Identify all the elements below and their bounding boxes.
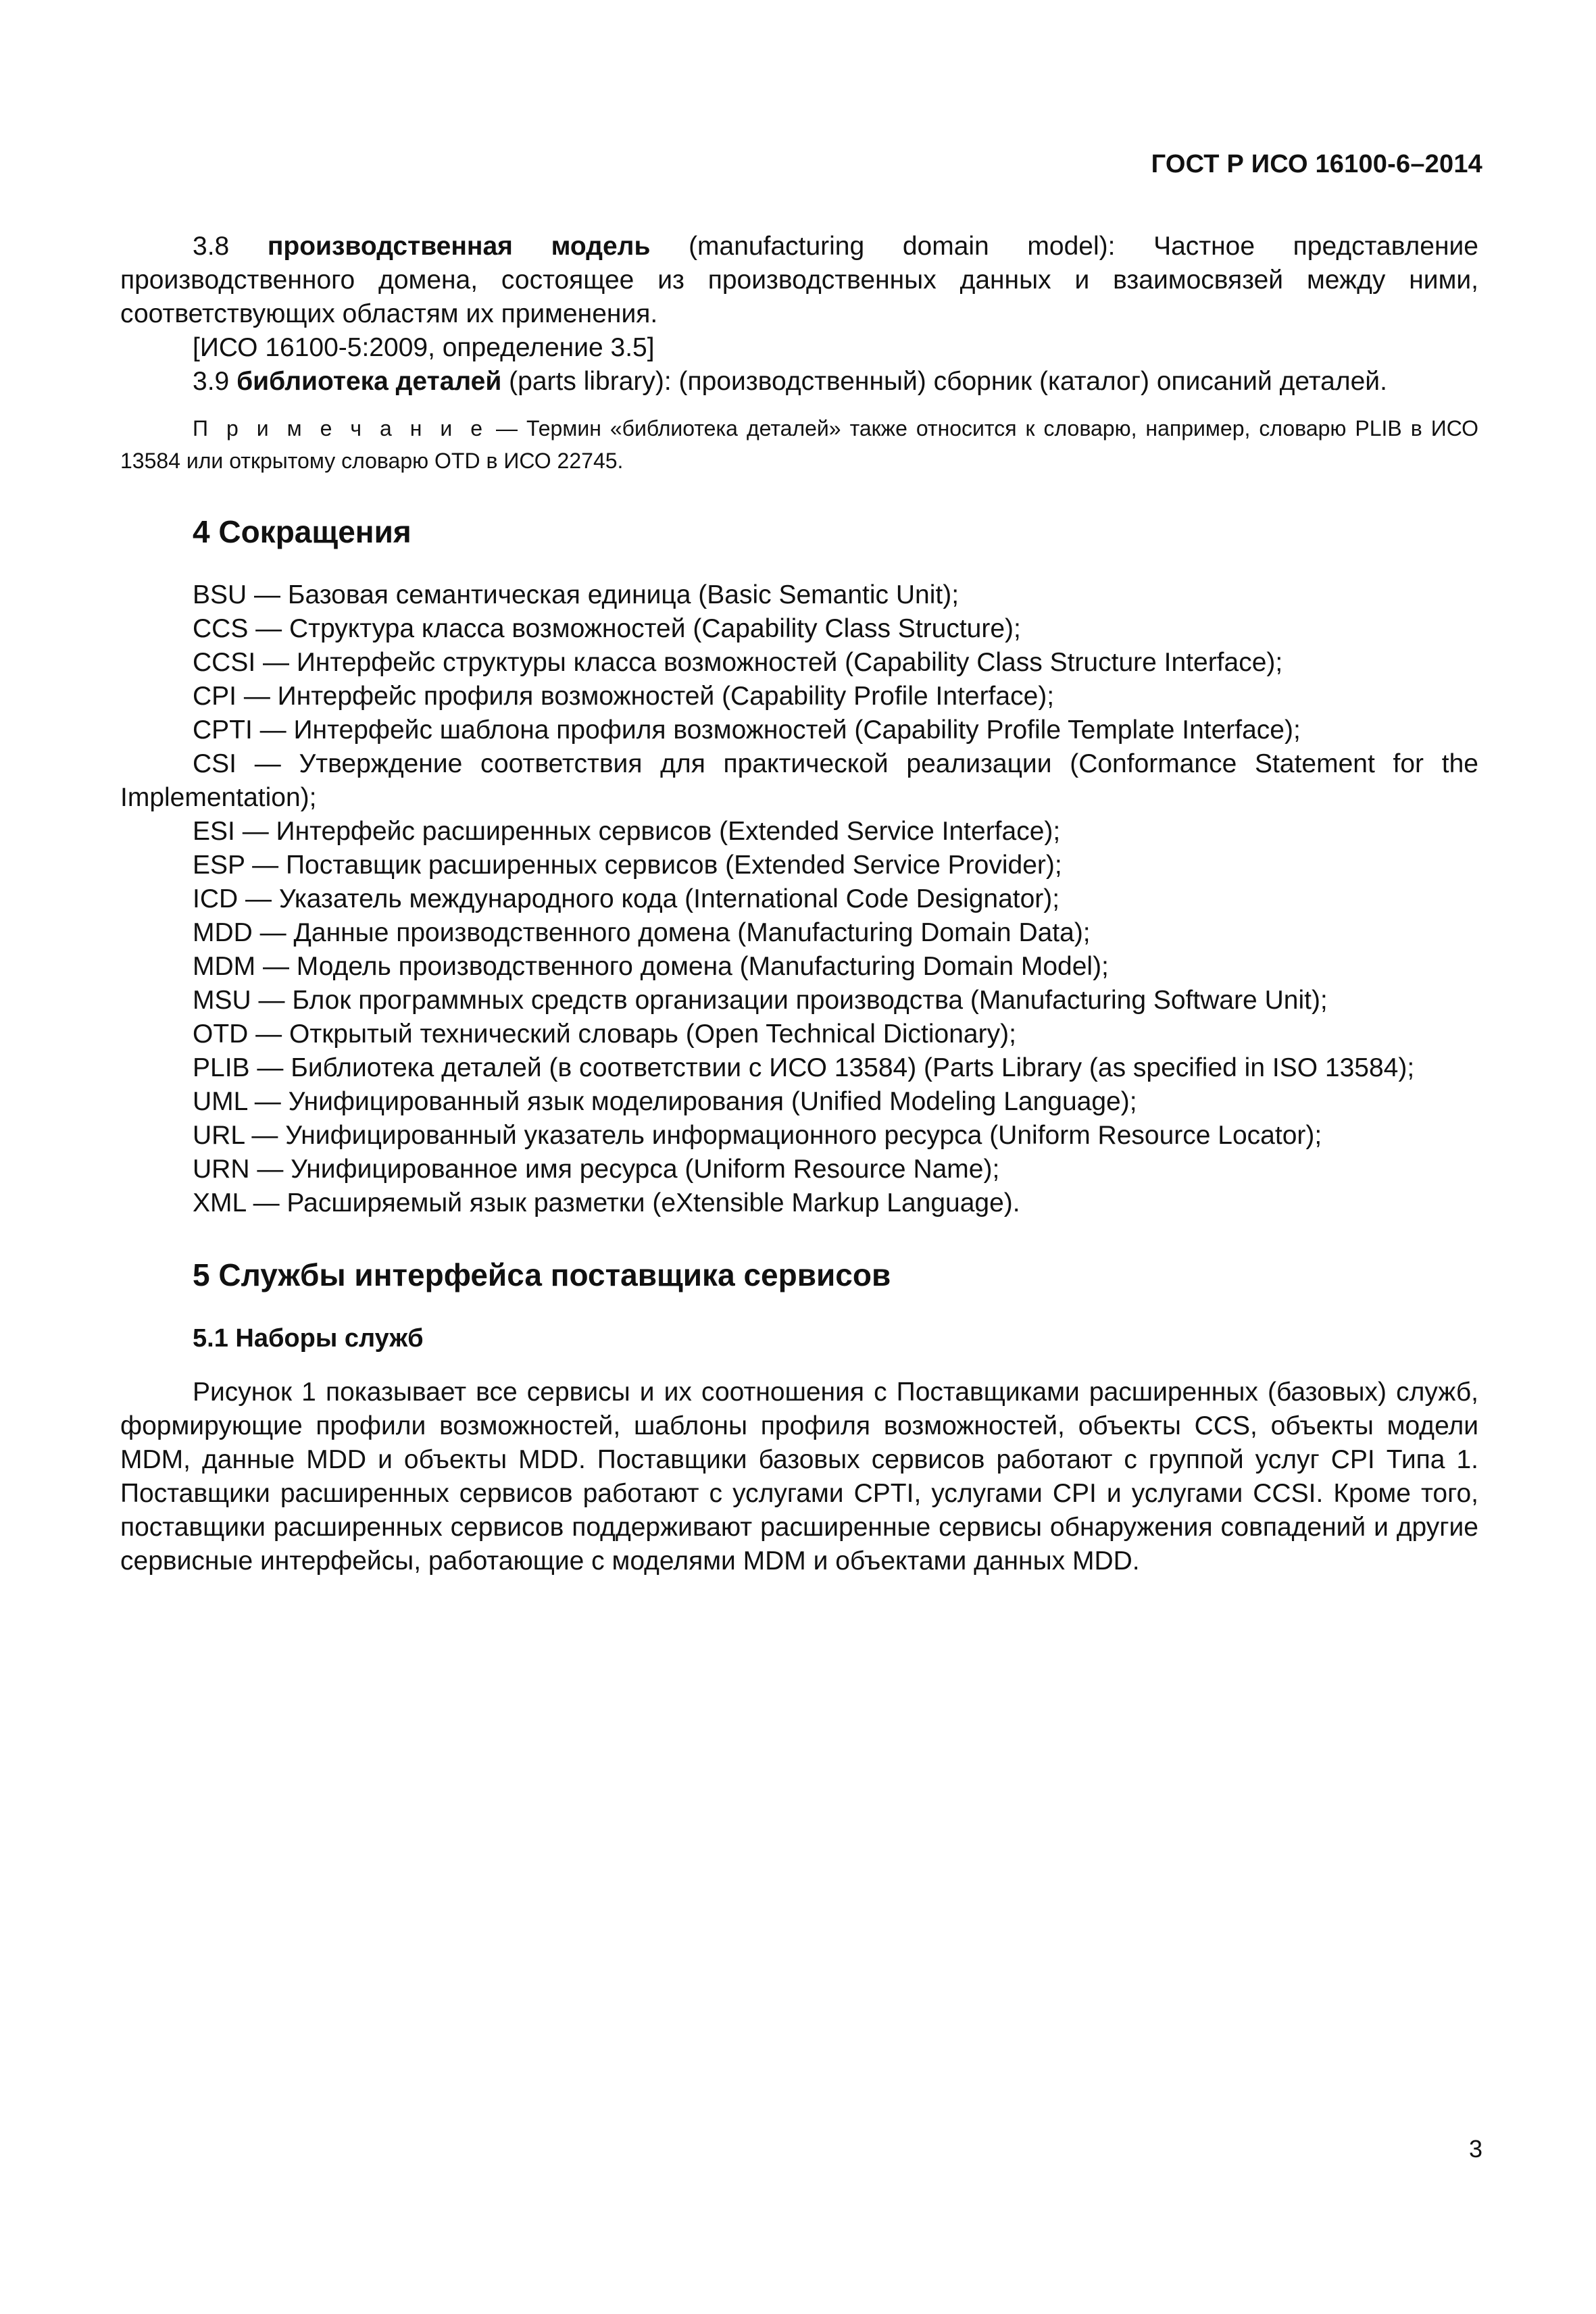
note bbox=[120, 412, 1478, 477]
page-number: 3 bbox=[1468, 2135, 1482, 2163]
abbreviation-item: ESP — Поставщик расширенных сервисов (Extended Service Provider); bbox=[193, 851, 1062, 880]
abbreviation-item: CSI — Утверждение соответствия для практической реализации (Conformance Statement for the Implementation); bbox=[120, 749, 1478, 812]
definition-number: 3.9 bbox=[193, 367, 237, 396]
section-5-1-paragraph: Рисунок 1 показывает все сервисы и их соотношения с Поставщиками расширенных (базовых) служб, формирующие профили возможностей, шаблоны профиля возможностей, объекты CCS, объекты модели MDM, данные MDD и объекты MDD. Поставщики базовых сервисов работают с группой услуг CPI Типа 1. Поставщики расширенных сервисов работают с услугами CPTI, услугами CPI и услугами CCSI. Кроме того, поставщики расширенных сервисов поддерживают расширенные сервисы обнаружения совпадений и другие сервисные интерфейсы, работающие с моделями MDM и объектами данных MDD. bbox=[120, 1378, 1478, 1576]
abbreviation-item: CCSI — Интерфейс структуры класса возможностей (Capability Class Structure Interface); bbox=[193, 648, 1283, 677]
subsection-5-1-heading: 5.1 Наборы служб bbox=[193, 1324, 424, 1353]
definition-3-9 bbox=[120, 365, 1478, 399]
abbreviation-item: BSU — Базовая семантическая единица (Basic Semantic Unit); bbox=[193, 580, 959, 609]
abbreviation-item: URN — Унифицированное имя ресурса (Uniform Resource Name); bbox=[193, 1155, 1000, 1184]
abbreviation-item: CPTI — Интерфейс шаблона профиля возможностей (Capability Profile Template Interface); bbox=[193, 715, 1301, 745]
abbreviation-list bbox=[120, 578, 1478, 1220]
abbreviation-item: CPI — Интерфейс профиля возможностей (Capability Profile Interface); bbox=[193, 682, 1055, 711]
abbreviation-item: MSU — Блок программных средств организации производства (Manufacturing Software Unit); bbox=[193, 986, 1328, 1015]
definition-source: [ИСО 16100-5:2009, определение 3.5] bbox=[193, 333, 655, 362]
note-label: П р и м е ч а н и е bbox=[193, 416, 488, 441]
definition-term: производственная модель bbox=[267, 232, 651, 261]
abbreviation-item: PLIB — Библиотека деталей (в соответствии с ИСО 13584) (Parts Library (as specified in ISO 13584); bbox=[193, 1053, 1415, 1082]
abbreviation-item: MDM — Модель производственного домена (Manufacturing Domain Model); bbox=[193, 952, 1109, 981]
abbreviation-item: OTD — Открытый технический словарь (Open Technical Dictionary); bbox=[193, 1020, 1016, 1049]
definition-text: (parts library): (производственный) сборник (каталог) описаний деталей. bbox=[501, 367, 1387, 396]
abbreviation-item: XML — Расширяемый язык разметки (eXtensible Markup Language). bbox=[193, 1188, 1020, 1217]
abbreviation-item: ICD — Указатель международного кода (International Code Designator); bbox=[193, 884, 1060, 913]
abbreviation-item: CCS — Структура класса возможностей (Capability Class Structure); bbox=[193, 614, 1021, 643]
abbreviation-item: MDD — Данные производственного домена (Manufacturing Domain Data); bbox=[193, 918, 1091, 947]
abbreviation-item: ESI — Интерфейс расширенных сервисов (Extended Service Interface); bbox=[193, 817, 1061, 846]
document-code: ГОСТ Р ИСО 16100-6–2014 bbox=[1151, 150, 1482, 178]
definition-text: (manufacturing domain model): Частное представление производственного домена, состоящее из производственных данных и взаимосвязей между ними, соответствующих областям их применения. bbox=[120, 232, 1478, 328]
definition-term: библиотека деталей bbox=[236, 367, 502, 396]
section-5-heading: 5 Службы интерфейса поставщика сервисов bbox=[193, 1257, 891, 1292]
abbreviation-item: UML — Унифицированный язык моделирования (Unified Modeling Language); bbox=[193, 1087, 1137, 1116]
section-4-heading: 4 Сокращения bbox=[193, 514, 412, 549]
page-content bbox=[120, 230, 1478, 1578]
definition-number: 3.8 bbox=[193, 232, 268, 261]
definition-3-8 bbox=[120, 230, 1478, 331]
abbreviation-item: URL — Унифицированный указатель информационного ресурса (Uniform Resource Locator); bbox=[193, 1121, 1322, 1150]
note-text: — Термин «библиотека деталей» также относится к словарю, например, словарю PLIB в ИСО 13584 или открытому словарю OTD в ИСО 22745. bbox=[120, 416, 1479, 473]
